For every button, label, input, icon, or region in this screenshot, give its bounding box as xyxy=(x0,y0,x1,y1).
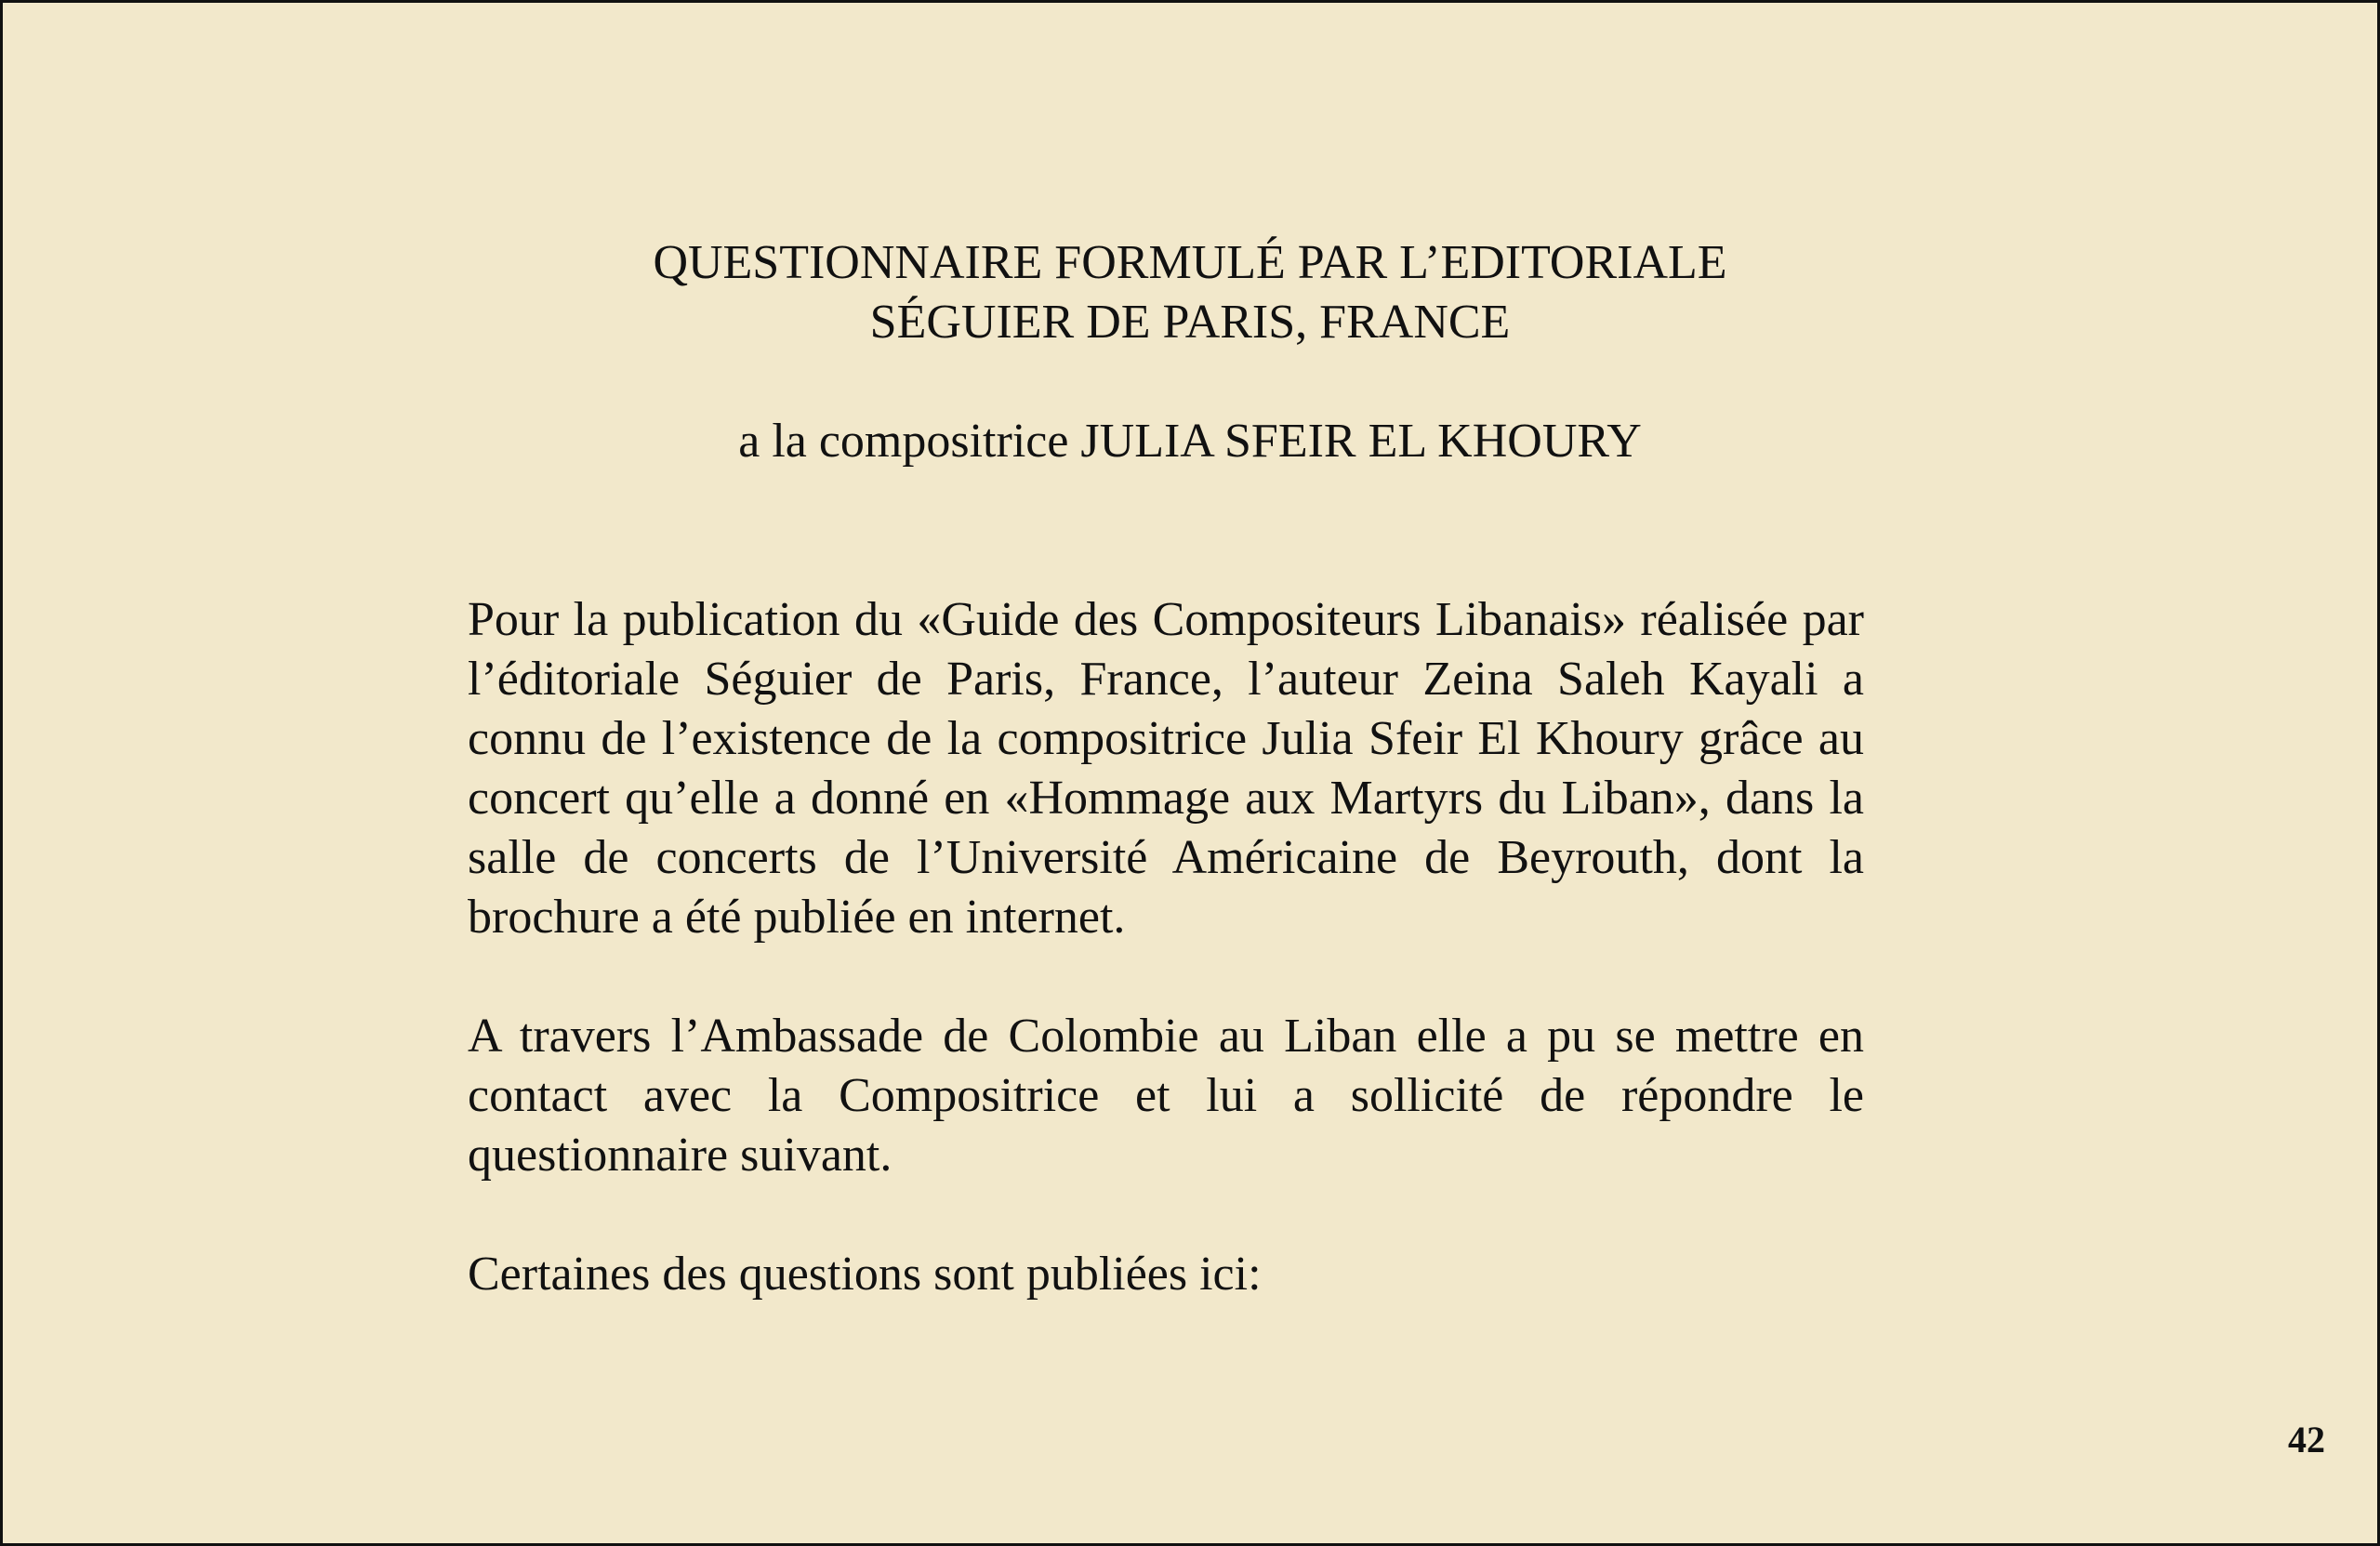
paragraph-questions: Certaines des questions sont publiées ici: xyxy=(468,1248,1262,1301)
subtitle: a la compositrice JULIA SFEIR EL KHOURY xyxy=(738,415,1642,468)
title-line-2: SÉGUIER DE PARIS, FRANCE xyxy=(869,296,1511,349)
paragraph-intro: Pour la publication du «Guide des Compositeurs Libanais» réalisée par l’éditoriale Séguier de Paris, France, l’auteur Zeina Saleh Kayali a connu de l’existence de la compositrice Julia Sfeir El Khoury grâce au concert qu’elle a donné en «Hommage aux Martyrs du Liban», dans la salle de concerts de l’Université Américaine de Beyrouth, dont la brochure a été publiée en internet. xyxy=(468,593,1864,944)
title-line-1: QUESTIONNAIRE FORMULÉ PAR L’EDITORIALE xyxy=(653,236,1727,289)
page-number: 42 xyxy=(2288,1419,2325,1460)
paragraph-embassy: A travers l’Ambassade de Colombie au Liban elle a pu se mettre en contact avec la Compositrice et lui a sollicité de répondre le questionnaire suivant. xyxy=(468,1010,1864,1182)
